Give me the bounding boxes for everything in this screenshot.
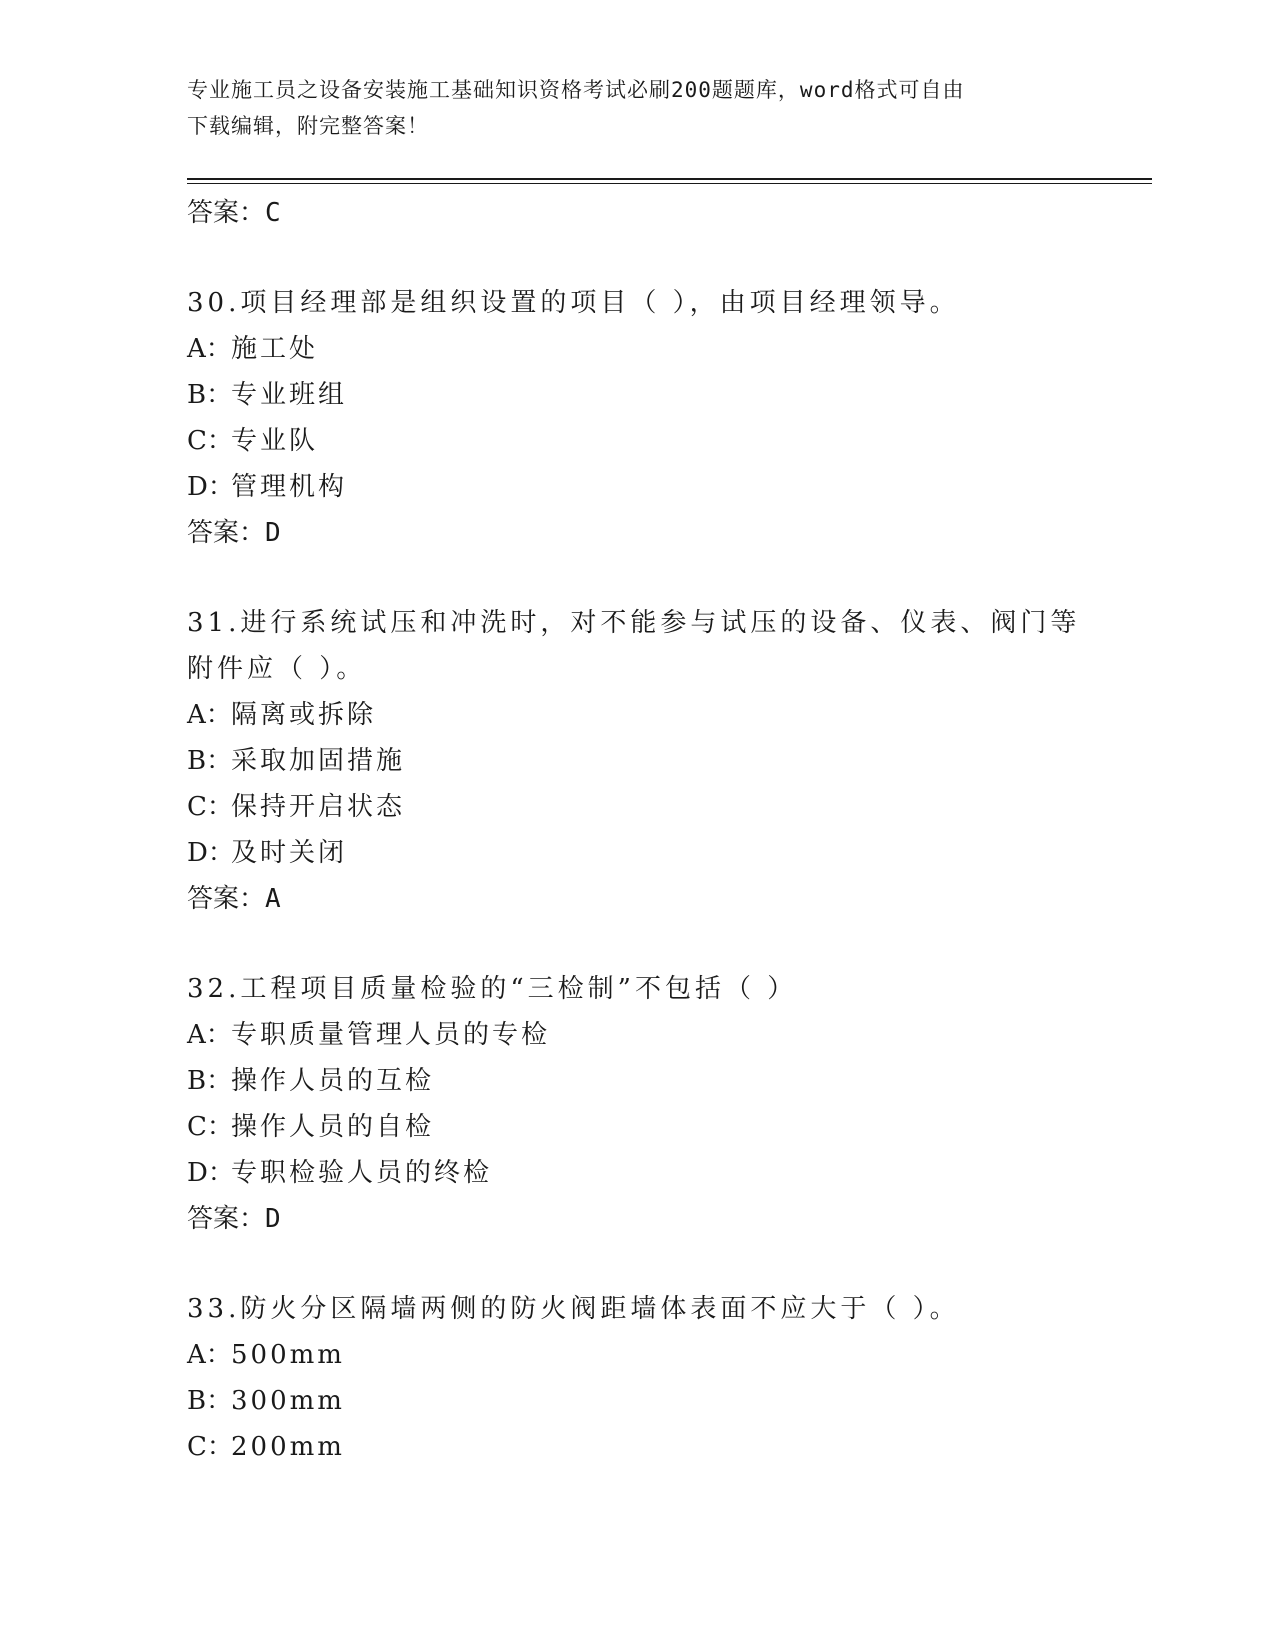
option-letter: C： xyxy=(187,426,233,456)
option-letter: B： xyxy=(187,746,233,776)
question-list xyxy=(187,190,1087,1470)
question-text: 防火分区隔墙两侧的防火阀距墙体表面不应大于（ ）。 xyxy=(240,1294,960,1324)
question-item xyxy=(187,280,1087,556)
option-a xyxy=(187,326,1087,372)
option-text: 管理机构 xyxy=(231,472,348,502)
option-letter: C： xyxy=(187,1432,233,1462)
question-stem xyxy=(187,1286,1087,1332)
option-c xyxy=(187,418,1087,464)
option-letter: A： xyxy=(187,1020,232,1050)
option-b xyxy=(187,738,1087,784)
option-c xyxy=(187,1104,1087,1150)
option-text: 隔离或拆除 xyxy=(231,700,377,730)
answer-value: C xyxy=(265,198,281,228)
header-line-1: 专业施工员之设备安装施工基础知识资格考试必刷200题题库，word格式可自由 xyxy=(187,78,965,102)
option-text: 专职检验人员的终检 xyxy=(231,1158,493,1188)
option-d xyxy=(187,1150,1087,1196)
option-letter: A： xyxy=(187,1340,232,1370)
option-letter: D： xyxy=(187,1158,234,1188)
question-stem xyxy=(187,280,1087,326)
answer-label: 答案： xyxy=(187,198,266,228)
header-divider-thin xyxy=(187,183,1152,184)
question-stem xyxy=(187,600,1087,692)
question-item xyxy=(187,600,1087,922)
answer-line xyxy=(187,190,1087,236)
option-letter: A： xyxy=(187,334,232,364)
option-a xyxy=(187,1012,1087,1058)
question-number: 30. xyxy=(187,288,241,318)
option-text: 200mm xyxy=(231,1432,345,1462)
header-divider-thick xyxy=(187,178,1152,180)
option-letter: D： xyxy=(187,838,234,868)
option-a xyxy=(187,692,1087,738)
question-number: 31. xyxy=(187,608,241,638)
option-text: 操作人员的互检 xyxy=(231,1066,435,1096)
option-letter: A： xyxy=(187,700,232,730)
option-d xyxy=(187,464,1087,510)
option-text: 专业队 xyxy=(231,426,319,456)
answer-label: 答案： xyxy=(187,1204,266,1234)
answer-value: D xyxy=(265,518,281,548)
option-b xyxy=(187,372,1087,418)
option-text: 及时关闭 xyxy=(231,838,348,868)
answer-label: 答案： xyxy=(187,518,266,548)
answer-line xyxy=(187,510,1087,556)
answer-value: D xyxy=(265,1204,281,1234)
option-letter: B： xyxy=(187,1386,233,1416)
question-item xyxy=(187,966,1087,1242)
option-text: 300mm xyxy=(231,1386,345,1416)
answer-value: A xyxy=(265,884,281,914)
option-text: 施工处 xyxy=(231,334,319,364)
option-text: 保持开启状态 xyxy=(231,792,406,822)
answer-line xyxy=(187,876,1087,922)
option-b xyxy=(187,1378,1087,1424)
document-header xyxy=(187,72,1067,144)
answer-label: 答案： xyxy=(187,884,266,914)
question-text: 进行系统试压和冲洗时，对不能参与试压的设备、仪表、阀门等附件应（ ）。 xyxy=(187,608,1081,684)
header-line-2: 下载编辑，附完整答案！ xyxy=(187,114,429,138)
option-d xyxy=(187,830,1087,876)
option-letter: C： xyxy=(187,1112,233,1142)
question-item xyxy=(187,1286,1087,1470)
option-text: 专职质量管理人员的专检 xyxy=(231,1020,551,1050)
option-text: 采取加固措施 xyxy=(231,746,406,776)
question-text: 工程项目质量检验的“三检制”不包括（ ） xyxy=(240,974,798,1004)
option-letter: B： xyxy=(187,380,233,410)
question-text: 项目经理部是组织设置的项目（ ），由项目经理领导。 xyxy=(240,288,960,318)
option-a xyxy=(187,1332,1087,1378)
option-c xyxy=(187,784,1087,830)
option-letter: D： xyxy=(187,472,234,502)
question-stem xyxy=(187,966,1087,1012)
option-letter: B： xyxy=(187,1066,233,1096)
question-number: 32. xyxy=(187,974,241,1004)
option-text: 500mm xyxy=(231,1340,345,1370)
option-text: 操作人员的自检 xyxy=(231,1112,435,1142)
question-number: 33. xyxy=(187,1294,241,1324)
option-c xyxy=(187,1424,1087,1470)
answer-line xyxy=(187,1196,1087,1242)
option-letter: C： xyxy=(187,792,233,822)
option-b xyxy=(187,1058,1087,1104)
option-text: 专业班组 xyxy=(231,380,348,410)
